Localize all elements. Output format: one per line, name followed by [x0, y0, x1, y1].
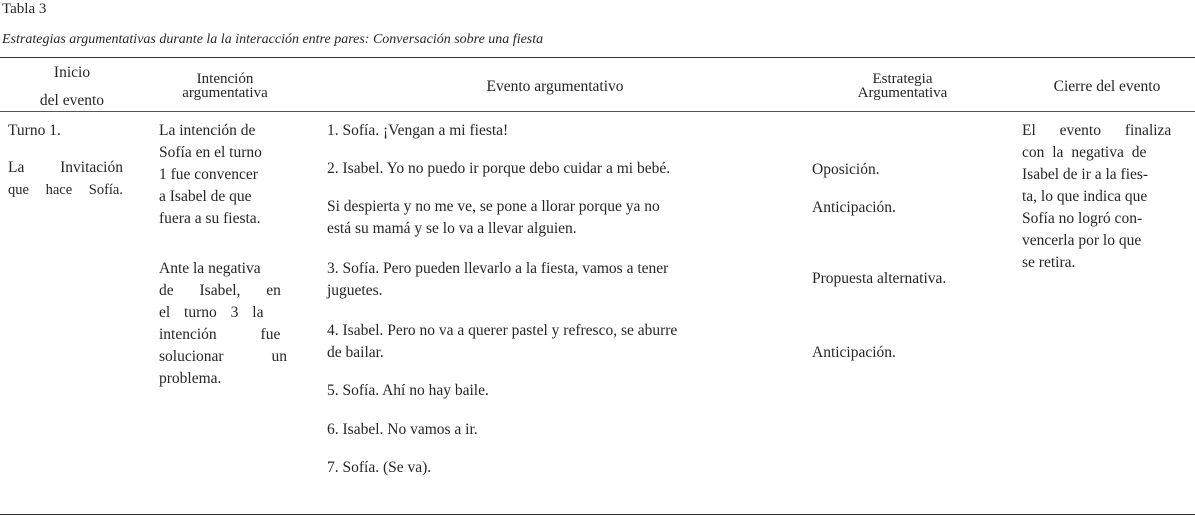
evento-3-line2: juguetes. — [327, 282, 383, 299]
evento-1: 1. Sofía. ¡Vengan a mi fiesta! — [327, 122, 509, 139]
cierre-line: El evento finaliza — [1022, 122, 1172, 139]
evento-6: 6. Isabel. No vamos a ir. — [327, 421, 478, 438]
intencion-p2-line: solucionar un — [159, 348, 287, 365]
inicio-invitacion-line2: que hace Sofía. — [8, 182, 123, 198]
table-title: Estrategias argumentativas durante la la interacción entre pares: Conversación sobre una fiesta — [2, 32, 544, 47]
header-cierre: Cierre del evento — [1053, 78, 1161, 95]
evento-4-line2: de bailar. — [327, 344, 384, 361]
inicio-invitacion-line1: La Invitación — [8, 159, 123, 176]
evento-2: 2. Isabel. Yo no puedo ir porque debo cuidar a mi bebé. — [327, 160, 671, 177]
evento-2b-line1: Si despierta y no me ve, se pone a llorar porque ya no — [327, 198, 660, 215]
cierre-line: ta, lo que indica que — [1022, 188, 1148, 205]
estrategia-oposicion: Oposición. — [812, 161, 880, 178]
intencion-p2-line: problema. — [159, 370, 222, 387]
cierre-line: vencerla por lo que — [1022, 232, 1142, 249]
intencion-p2-line: Ante la negativa — [159, 260, 261, 277]
intencion-p2-line: intención fue — [159, 326, 281, 343]
evento-4-line1: 4. Isabel. Pero no va a querer pastel y refresco, se aburre — [327, 322, 678, 339]
estrategia-anticipacion-1: Anticipación. — [812, 199, 896, 216]
cierre-line: Sofía no logró con- — [1022, 210, 1143, 227]
evento-4 — [327, 320, 787, 364]
estrategia-anticipacion-2: Anticipación. — [812, 344, 896, 361]
bottom-rule — [0, 514, 1195, 515]
header-estrategia-line2: Argumentativa — [857, 85, 948, 101]
intencion-p1-line: Sofía en el turno — [159, 144, 262, 161]
evento-3-line1: 3. Sofía. Pero pueden llevarlo a la fiesta, vamos a tener — [327, 260, 669, 277]
intencion-p1-line: La intención de — [159, 122, 256, 139]
header-evento: Evento argumentativo — [486, 78, 624, 95]
header-intencion-line2: argumentativa — [182, 85, 268, 101]
header-intencion — [158, 72, 292, 100]
intencion-p1-line: 1 fue convencer — [159, 166, 258, 183]
cierre-line: con la negativa de — [1022, 144, 1147, 161]
evento-7: 7. Sofía. (Se va). — [327, 459, 432, 476]
evento-3 — [327, 258, 782, 302]
inicio-invitacion — [8, 157, 123, 201]
header-inicio-line1: Inicio — [53, 64, 91, 81]
intencion-p2-line: el turno 3 la — [159, 304, 264, 321]
header-intencion-line1: Intención — [196, 71, 254, 87]
cierre-paragraph — [1022, 120, 1188, 274]
header-estrategia-line1: Estrategia — [872, 71, 933, 87]
evento-2b — [327, 196, 782, 240]
cierre-line: Isabel de ir a la fies- — [1022, 166, 1149, 183]
table-label: Tabla 3 — [2, 1, 47, 17]
cierre-line: se retira. — [1022, 254, 1076, 271]
inicio-turno: Turno 1. — [8, 122, 61, 139]
header-estrategia — [820, 72, 985, 100]
evento-5: 5. Sofía. Ahí no hay baile. — [327, 382, 489, 399]
estrategia-propuesta: Propuesta alternativa. — [812, 270, 947, 287]
top-rule — [0, 57, 1195, 58]
intencion-paragraph-1 — [159, 120, 294, 230]
evento-2b-line2: está su mamá y se lo va a llevar alguien. — [327, 220, 577, 237]
header-inicio-line2: del evento — [39, 92, 105, 109]
intencion-p2-line: de Isabel, en — [159, 282, 281, 299]
header-rule — [0, 111, 1195, 112]
intencion-p1-line: a Isabel de que — [159, 188, 252, 205]
intencion-p1-line: fuera a su fiesta. — [159, 210, 261, 227]
header-inicio — [12, 65, 132, 109]
intencion-paragraph-2 — [159, 258, 294, 390]
